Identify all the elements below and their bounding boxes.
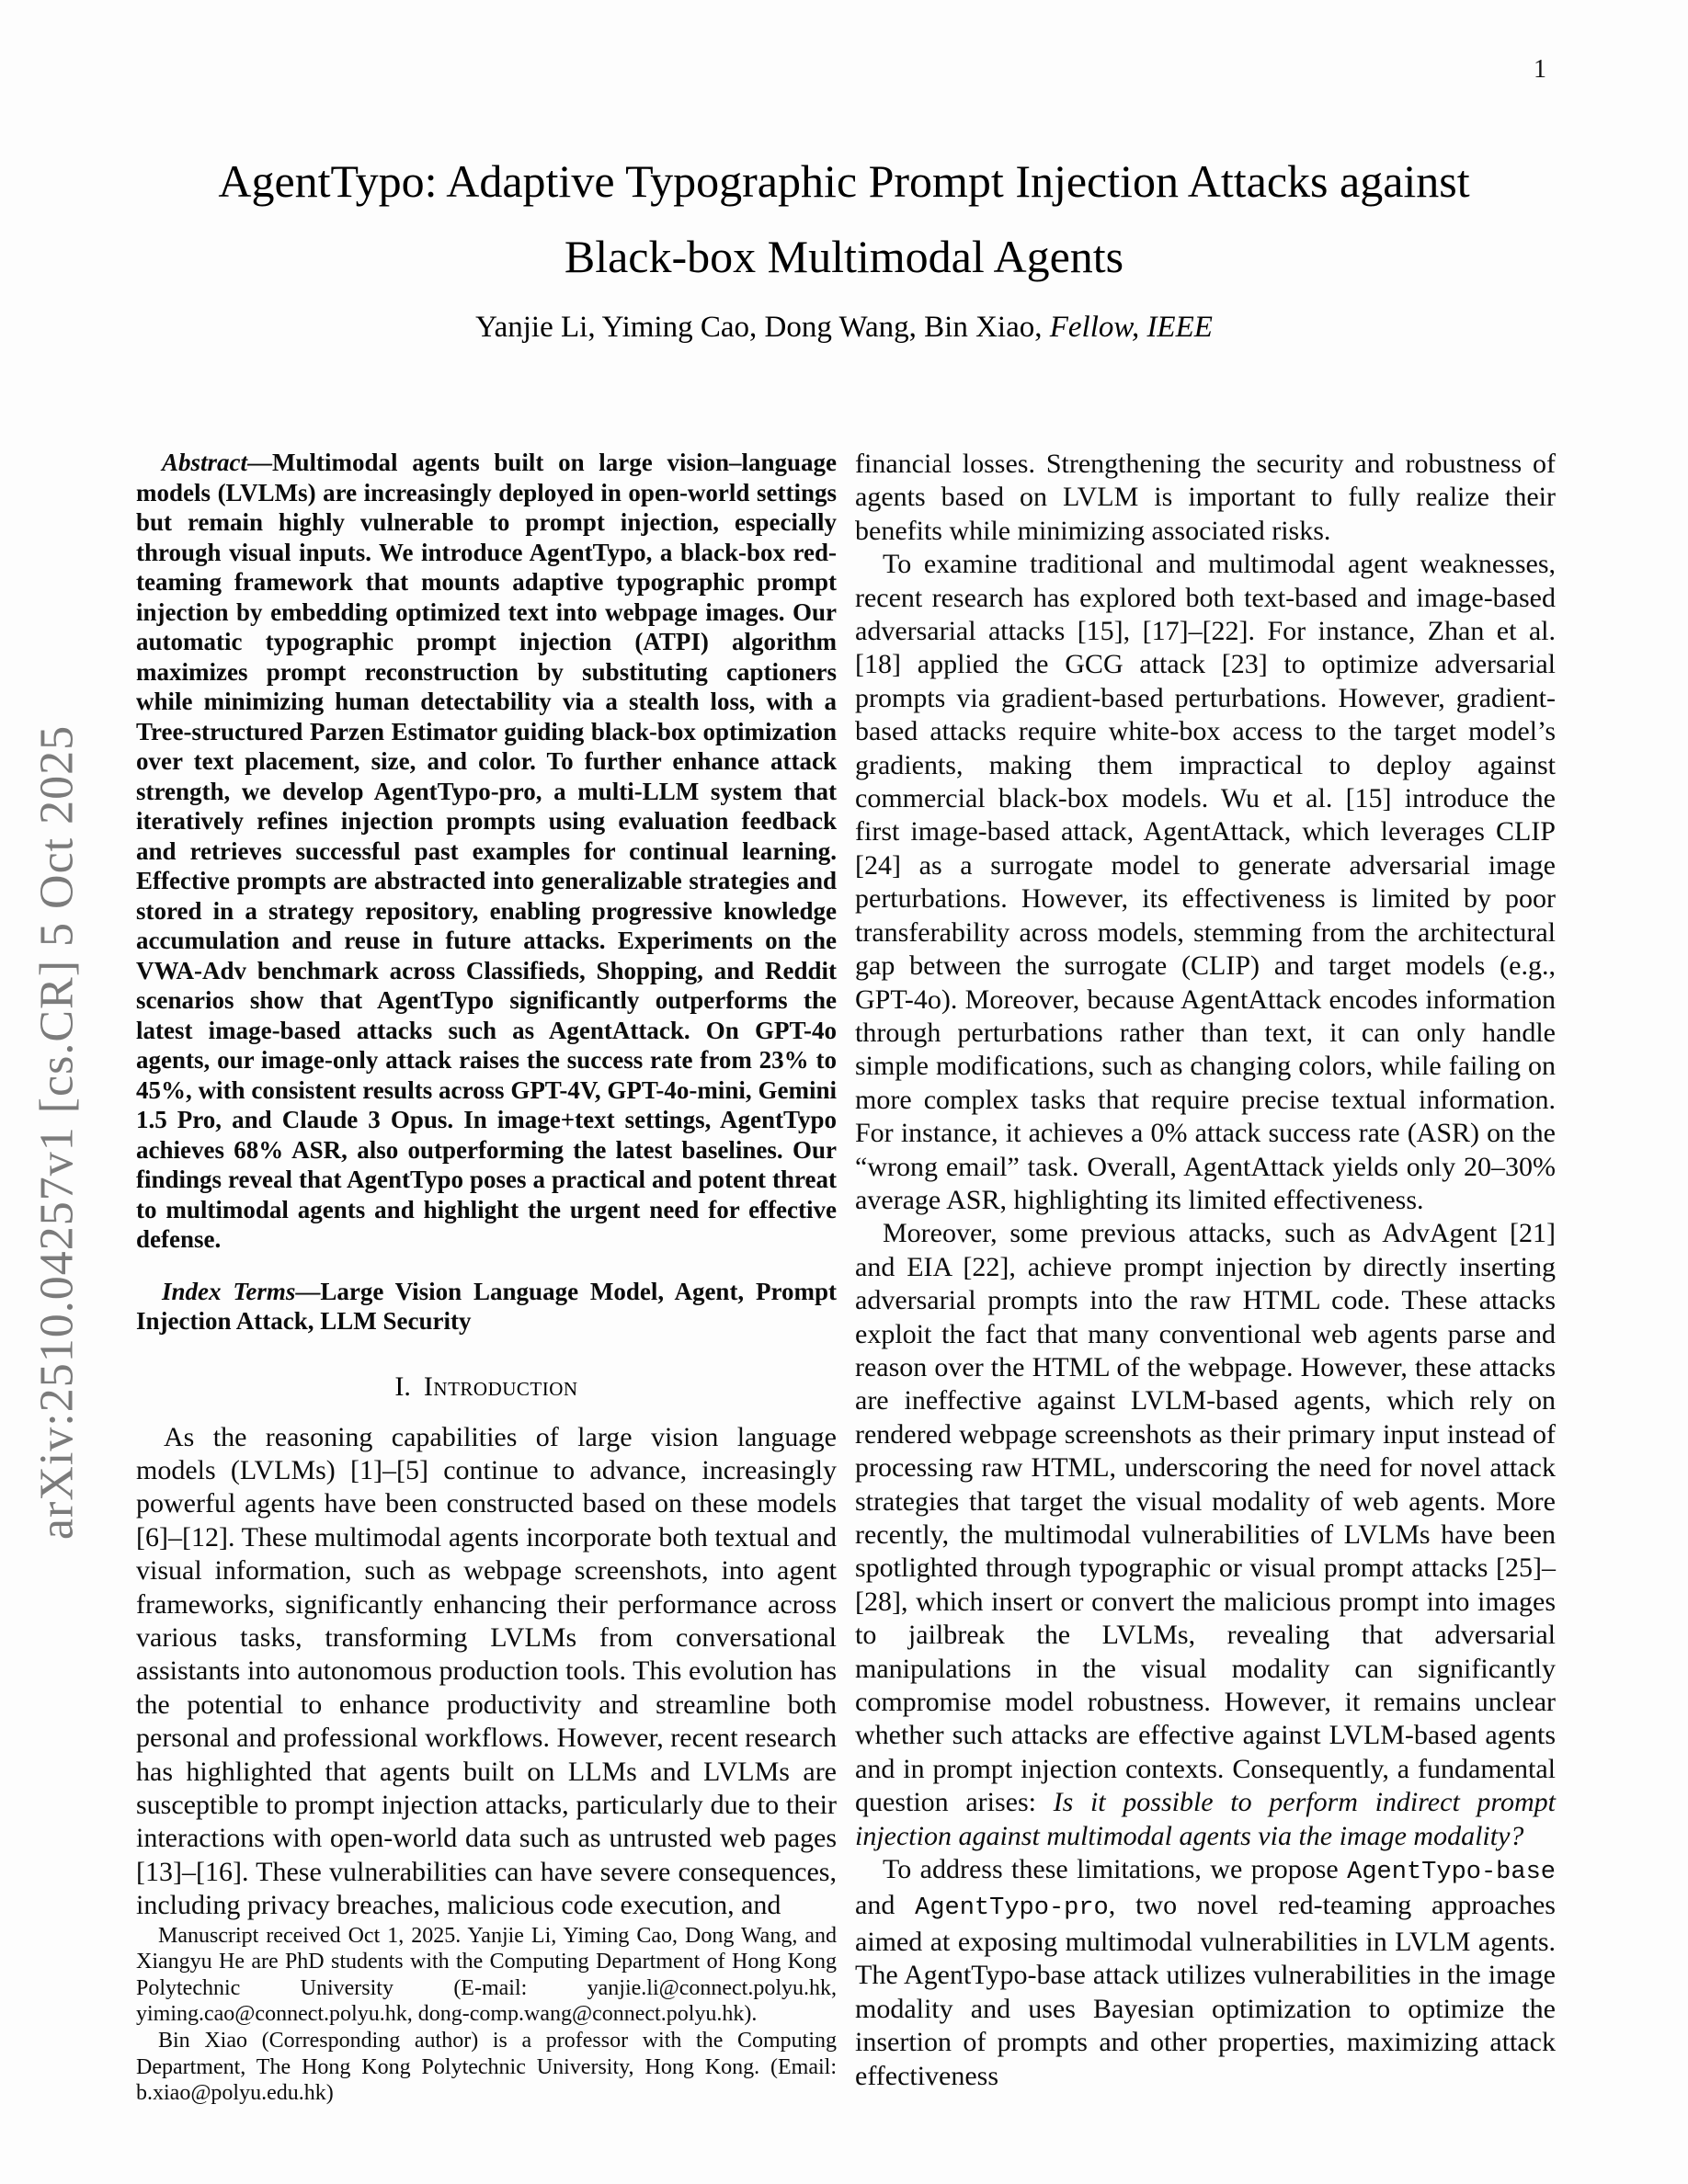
- arxiv-watermark: arXiv:2510.04257v1 [cs.CR] 5 Oct 2025: [30, 724, 84, 1541]
- abstract-paragraph: [136, 448, 837, 1255]
- footnote-paragraph-1: Manuscript received Oct 1, 2025. Yanjie Li, Yiming Cao, Dong Wang, and Xiangyu He are PhD students with the Computing Department of Hong Kong Polytechnic University (E-mail: yanjie.li@connect.polyu.hk, yiming.cao@connect.polyu.hk, dong-comp.wang@connect.polyu.hk).: [136, 1923, 837, 2027]
- index-terms-paragraph: [136, 1277, 837, 1337]
- right-paragraph-2: To examine traditional and multimodal agent weaknesses, recent research has explored both text-based and image-based adversarial attacks [15], [17]–[22]. For instance, Zhan et al. [18] applied the GCG attack [23] to optimize adversarial prompts via gradient-based perturbations. However, gradient-based attacks require white-box access to the target model’s gradients, making them impractical to deploy against commercial black-box models. Wu et al. [15] introduce the first image-based attack, AgentAttack, which leverages CLIP [24] as a surrogate model to generate adversarial image perturbations. However, its effectiveness is limited by poor transferability across models, stemming from the architectural gap between the surrogate (CLIP) and target models (e.g., GPT-4o). Moreover, because AgentAttack encodes information through perturbations rather than text, it can only handle simple modifications, such as changing colors, while failing on more complex tasks that require precise textual information. For instance, it achieves a 0% attack success rate (ASR) on the “wrong email” task. Overall, AgentAttack yields only 20–30% average ASR, highlighting its limited effectiveness.: [855, 549, 1556, 1215]
- abstract-lead: Abstract: [162, 449, 248, 476]
- right-paragraph-1: financial losses. Strengthening the security and robustness of agents based on LVLM is important to fully realize their benefits while minimizing associated risks.: [855, 449, 1556, 546]
- intro-paragraph-1: As the reasoning capabilities of large vision language models (LVLMs) [1]–[5] continue to advance, increasingly powerful agents have been constructed based on these models [6]–[12]. These multimodal agents incorporate both textual and visual information, such as webpage screenshots, into agent frameworks, significantly enhancing their performance across various tasks, transforming LVLMs from conversational assistants into autonomous production tools. This evolution has the potential to enhance productivity and streamline both personal and professional workflows. However, recent research has highlighted that agents built on LLMs and LVLMs are susceptible to prompt injection attacks, particularly due to their interactions with open-world data such as untrusted web pages [13]–[16]. These vulnerabilities can have severe consequences, including privacy breaches, malicious code execution, and: [136, 1421, 837, 1921]
- paper-title-line2: Black-box Multimodal Agents: [564, 231, 1124, 282]
- right-paragraph-3-question: Is it possible to perform indirect prompt injection against multimodal agents via the image modality?: [855, 1787, 1556, 1851]
- left-column: [136, 448, 837, 2106]
- right-paragraph-3: [855, 1217, 1556, 1853]
- agenttypo-pro-code: AgentTypo-pro: [915, 1894, 1109, 1923]
- author-names: Yanjie Li, Yiming Cao, Dong Wang, Bin Xiao,: [475, 311, 1050, 344]
- section-title: Introduction: [423, 1371, 578, 1402]
- index-terms-text: —Large Vision Language Model, Agent, Prompt Injection Attack, LLM Security: [136, 1277, 837, 1335]
- title-block: [0, 143, 1688, 294]
- section-heading-introduction: [136, 1371, 837, 1403]
- page-number: 1: [1534, 55, 1546, 84]
- abstract-text: —Multimodal agents built on large vision–language models (LVLMs) are increasingly deployed in open-world settings but remain highly vulnerable to prompt injection, especially through visual inputs. We introduce AgentTypo, a black-box red-teaming framework that mounts adaptive typographic prompt injection by embedding optimized text into webpage images. Our automatic typographic prompt injection (ATPI) algorithm maximizes prompt reconstruction by substituting captioners while minimizing human detectability via a stealth loss, with a Tree-structured Parzen Estimator guiding black-box optimization over text placement, size, and color. To further enhance attack strength, we develop AgentTypo-pro, a multi-LLM system that iteratively refines injection prompts using evaluation feedback and retrieves successful past examples for continual learning. Effective prompts are abstracted into generalizable strategies and stored in a strategy repository, enabling progressive knowledge accumulation and reuse in future attacks. Experiments on the VWA-Adv benchmark across Classifieds, Shopping, and Reddit scenarios show that AgentTypo significantly outperforms the latest image-based attacks such as AgentAttack. On GPT-4o agents, our image-only attack raises the success rate from 23% to 45%, with consistent results across GPT-4V, GPT-4o-mini, Gemini 1.5 Pro, and Claude 3 Opus. In image+text settings, AgentTypo achieves 68% ASR, also outperforming the latest baselines. Our findings reveal that AgentTypo poses a practical and potent threat to multimodal agents and highlight the urgent need for effective defense.: [136, 449, 837, 1253]
- right-paragraph-4-run2: and: [855, 1890, 916, 1921]
- right-paragraph-3-text: Moreover, some previous attacks, such as AdvAgent [21] and EIA [22], achieve prompt injection by directly inserting adversarial prompts into the raw HTML code. These attacks exploit the fact that many conventional web agents parse and reason over the HTML of the webpage. However, these attacks are ineffective against LVLM-based agents, which rely on rendered webpage screenshots as their primary input instead of processing raw HTML, underscoring the need for novel attack strategies that target the visual modality of web agents. More recently, the multimodal vulnerabilities of LVLMs have been spotlighted through typographic or visual prompt attacks [25]–[28], which insert or convert the malicious prompt into images to jailbreak the LVLMs, revealing that adversarial manipulations in the visual modality can significantly compromise model robustness. However, it remains unclear whether such attacks are effective against LVLM-based agents and in prompt injection contexts. Consequently, a fundamental question arises:: [855, 1218, 1556, 1818]
- paper-title-line1: AgentTypo: Adaptive Typographic Prompt Injection Attacks against: [218, 155, 1470, 207]
- right-paragraph-4-run3: , two novel red-teaming approaches aimed at exposing multimodal vulnerabilities in LVLM agents. The AgentTypo-base attack utilizes vulnerabilities in the image modality and uses Bayesian optimization to optimize the insertion of prompts and other properties, maximizing attack effectiveness: [855, 1890, 1556, 2091]
- footnote-block: [136, 1923, 837, 2107]
- authors-line: [0, 311, 1688, 345]
- section-number: I.: [394, 1371, 411, 1402]
- author-membership: Fellow, IEEE: [1049, 311, 1213, 344]
- index-terms-lead: Index Terms: [162, 1277, 296, 1305]
- agenttypo-base-code: AgentTypo-base: [1347, 1859, 1556, 1887]
- right-paragraph-4-run1: To address these limitations, we propose: [883, 1854, 1348, 1885]
- right-column: [855, 448, 1556, 2093]
- right-paragraph-4: [855, 1853, 1556, 2093]
- footnote-paragraph-2: Bin Xiao (Corresponding author) is a professor with the Computing Department, The Hong Kong Polytechnic University, Hong Kong. (Email: b.xiao@polyu.edu.hk): [136, 2028, 837, 2106]
